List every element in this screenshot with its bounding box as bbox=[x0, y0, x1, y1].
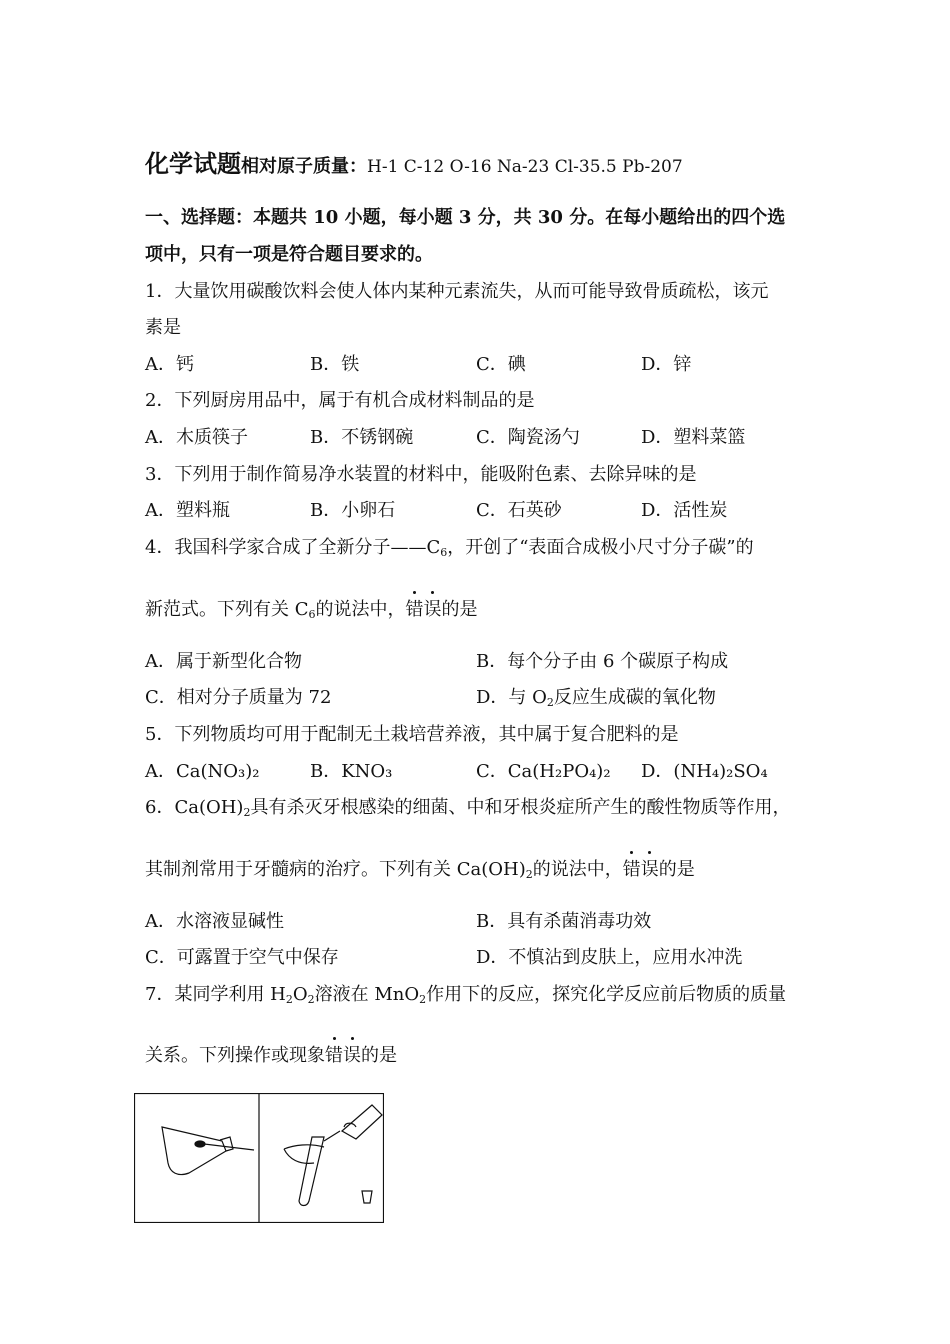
q2-option-b: B．不锈钢碗 bbox=[310, 427, 414, 448]
q6-option-c: C．可露置于空气中保存 bbox=[145, 947, 339, 968]
q7-stem-line1: 7．某同学利用 $H_2O_2$溶液在 MnO$_2$作用下的反应，探究化学反应前后物质的质量 bbox=[145, 984, 787, 1006]
page-header bbox=[145, 149, 683, 179]
q5-option-b: B．KNO₃ bbox=[310, 761, 393, 782]
emphasis-wrong: 错误 bbox=[405, 599, 442, 620]
q4-subscript-2: 6 bbox=[308, 608, 316, 621]
section-heading-line2: 项中，只有一项是符合题目要求的。 bbox=[145, 244, 433, 265]
q6-stem-line2: 其制剂常用于牙髓病的治疗。下列有关 $Ca(OH)_2$的说法中，错误的是 bbox=[145, 859, 695, 881]
q4-option-d: D．与 $O_2$反应生成碳的氧化物 bbox=[476, 687, 716, 709]
q4-option-a: A．属于新型化合物 bbox=[145, 651, 302, 672]
q4-text-3: 新范式。下列有关 C bbox=[145, 599, 309, 620]
emphasis-wrong: 错误 bbox=[325, 1045, 361, 1066]
flask-spatula-illustration bbox=[162, 1127, 254, 1175]
q1-stem-line2: 素是 bbox=[145, 317, 181, 338]
q2-option-c: C．陶瓷汤勺 bbox=[476, 427, 580, 448]
q5-stem: 5．下列物质均可用于配制无土栽培营养液，其中属于复合肥料的是 bbox=[145, 724, 679, 745]
page-title: 化学试题 bbox=[145, 149, 241, 178]
q3-stem: 3．下列用于制作简易净水装置的材料中，能吸附色素、去除异味的是 bbox=[145, 464, 697, 485]
q1-option-c: C．碘 bbox=[476, 354, 526, 375]
q3-option-c: C．石英砂 bbox=[476, 500, 562, 521]
q2-option-a: A．木质筷子 bbox=[145, 427, 248, 448]
q4-text-1: 4．我国科学家合成了全新分子——C bbox=[145, 537, 441, 558]
q7-stem-line2: 关系。下列操作或现象错误的是 bbox=[145, 1045, 397, 1066]
q1-stem-line1: 1．大量饮用碳酸饮料会使人体内某种元素流失，从而可能导致骨质疏松，该元 bbox=[145, 281, 769, 302]
q4-option-c: C．相对分子质量为 72 bbox=[145, 687, 332, 708]
q1-option-a: A．钙 bbox=[145, 354, 194, 375]
q4-text-2: ，开创了“表面合成极小尺寸分子碳”的 bbox=[447, 537, 754, 558]
q3-option-b: B．小卵石 bbox=[310, 500, 396, 521]
q2-stem: 2．下列厨房用品中，属于有机合成材料制品的是 bbox=[145, 390, 535, 411]
section-heading-line1: 一、选择题：本题共 10 小题，每小题 3 分，共 30 分。在每小题给出的四个选 bbox=[145, 207, 786, 228]
q4-text-4: 的说法中， bbox=[315, 599, 406, 620]
q5-option-c: C．Ca(H₂PO₄)₂ bbox=[476, 761, 611, 782]
q5-option-d: D．(NH₄)₂SO₄ bbox=[641, 761, 768, 782]
atomic-mass-values: H-1 C-12 O-16 Na-23 Cl-35.5 Pb-207 bbox=[367, 157, 683, 177]
q1-option-b: B．铁 bbox=[310, 354, 360, 375]
test-tube-pouring-illustration bbox=[284, 1105, 382, 1206]
q3-option-d: D．活性炭 bbox=[641, 500, 728, 521]
q4-stem-line1 bbox=[145, 536, 754, 560]
q6-option-b: B．具有杀菌消毒功效 bbox=[476, 911, 652, 932]
q7-figure bbox=[134, 1093, 384, 1223]
q6-option-a: A．水溶液显碱性 bbox=[145, 911, 284, 932]
q2-option-d: D．塑料菜篮 bbox=[641, 427, 746, 448]
q1-option-d: D．锌 bbox=[641, 354, 692, 375]
q5-option-a: A．Ca(NO₃)₂ bbox=[145, 761, 260, 782]
q4-option-b: B．每个分子由 6 个碳原子构成 bbox=[476, 651, 729, 672]
q4-text-5: 的是 bbox=[441, 599, 478, 620]
q6-stem-line1: 6．$Ca(OH)_2$具有杀灭牙根感染的细菌、中和牙根炎症所产生的酸性物质等作用， bbox=[145, 797, 791, 819]
q3-option-a: A．塑料瓶 bbox=[145, 500, 230, 521]
q4-stem-line2 bbox=[145, 598, 478, 622]
atomic-mass-label: 相对原子质量： bbox=[241, 156, 367, 177]
q6-option-d: D．不慎沾到皮肤上，应用水冲洗 bbox=[476, 947, 743, 968]
emphasis-wrong: 错误 bbox=[622, 859, 659, 880]
q4-subscript: 6 bbox=[440, 546, 448, 559]
